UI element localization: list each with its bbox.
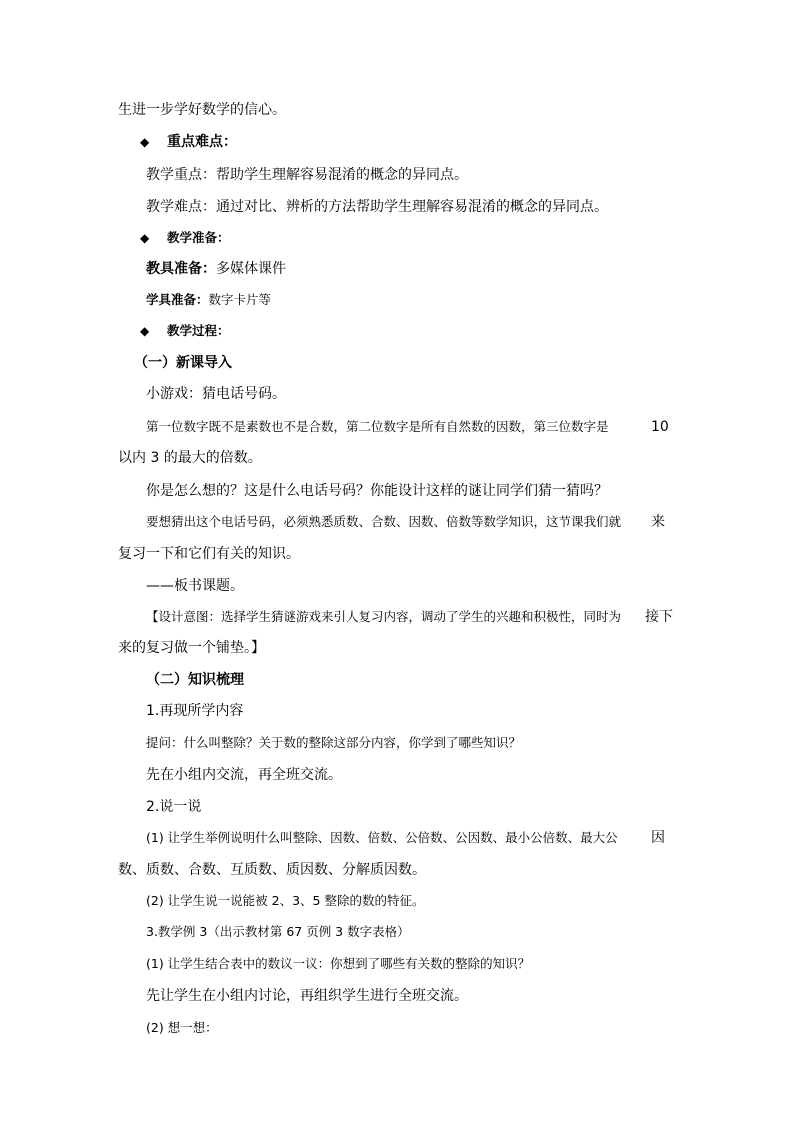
text-line: ——板书课题。 [146, 578, 244, 594]
text-line: 【设计意图：选择学生猜谜游戏来引人复习内容，调动了学生的兴趣和积极性，同时为 [146, 609, 622, 624]
text-fragment: 接下 [645, 609, 673, 625]
text-line: (1) 让学生结合表中的数议一议：你想到了哪些有关数的整除的知识？ [146, 956, 531, 971]
value-teaching-tools: 多媒体课件 [216, 261, 286, 277]
text-line: 要想猜出这个电话号码，必须熟悉质数、合数、因数、倍数等数学知识，这节课我们就 [146, 514, 622, 529]
diamond-bullet-icon: ◆ [140, 324, 150, 338]
text-fragment: 因 [651, 830, 665, 846]
section-heading: （一）新课导入 [134, 355, 232, 371]
section-heading: （二）知识梳理 [146, 672, 244, 688]
text-line: 2.说一说 [146, 799, 202, 815]
text-line: 小游戏：猜电话号码。 [146, 386, 286, 402]
text-line [146, 290, 271, 310]
text-line: 第一位数字既不是素数也不是合数，第二位数字是所有自然数的因数，第三位数字是 [146, 419, 609, 434]
text-line: 先让学生在小组内讨论，再组织学生进行全班交流。 [146, 988, 468, 1004]
text-line: (2) 让学生说一说能被 2、3、5 整除的数的特征。 [146, 893, 425, 908]
value-student-tools: 数字卡片等 [208, 292, 272, 307]
label-teaching-tools: 教具准备： [146, 261, 216, 277]
heading-key-points: 重点难点： [167, 134, 237, 150]
text-line: 提问：什么叫整除？关于数的整除这部分内容，你学到了哪些知识？ [146, 735, 522, 750]
text-line [146, 259, 286, 279]
text-line: 生进一步学好数学的信心。 [118, 102, 286, 118]
text-line: 先在小组内交流，再全班交流。 [146, 767, 342, 783]
heading-preparation: 教学准备： [167, 230, 230, 245]
text-fragment: 10 [651, 419, 669, 435]
text-line: 以内 3 的最大的倍数。 [118, 450, 262, 466]
text-line: 教学难点：通过对比、辨析的方法帮助学生理解容易混淆的概念的异同点。 [146, 199, 608, 215]
text-fragment: 来 [651, 514, 665, 530]
heading-process: 教学过程： [167, 323, 230, 338]
text-line: (2) 想一想： [146, 1020, 218, 1035]
label-student-tools: 学具准备： [146, 292, 209, 307]
diamond-bullet-icon: ◆ [140, 231, 150, 245]
text-line: 1.再现所学内容 [146, 703, 244, 719]
text-line: 数、质数、合数、互质数、质因数、分解质因数。 [118, 862, 426, 878]
text-line: 你是怎么想的？这是什么电话号码？你能设计这样的谜让同学们猜一猜吗？ [146, 483, 608, 499]
diamond-bullet-icon: ◆ [140, 135, 150, 149]
text-line: 3.教学例 3（出示教材第 67 页例 3 数字表格） [146, 924, 410, 939]
text-line: 复习一下和它们有关的知识。 [118, 546, 300, 562]
text-line: 来的复习做一个铺垫。】 [118, 640, 265, 656]
text-line: 教学重点：帮助学生理解容易混淆的概念的异同点。 [146, 167, 468, 183]
text-line: (1) 让学生举例说明什么叫整除、因数、倍数、公倍数、公因数、最小公倍数、最大公 [146, 830, 618, 845]
